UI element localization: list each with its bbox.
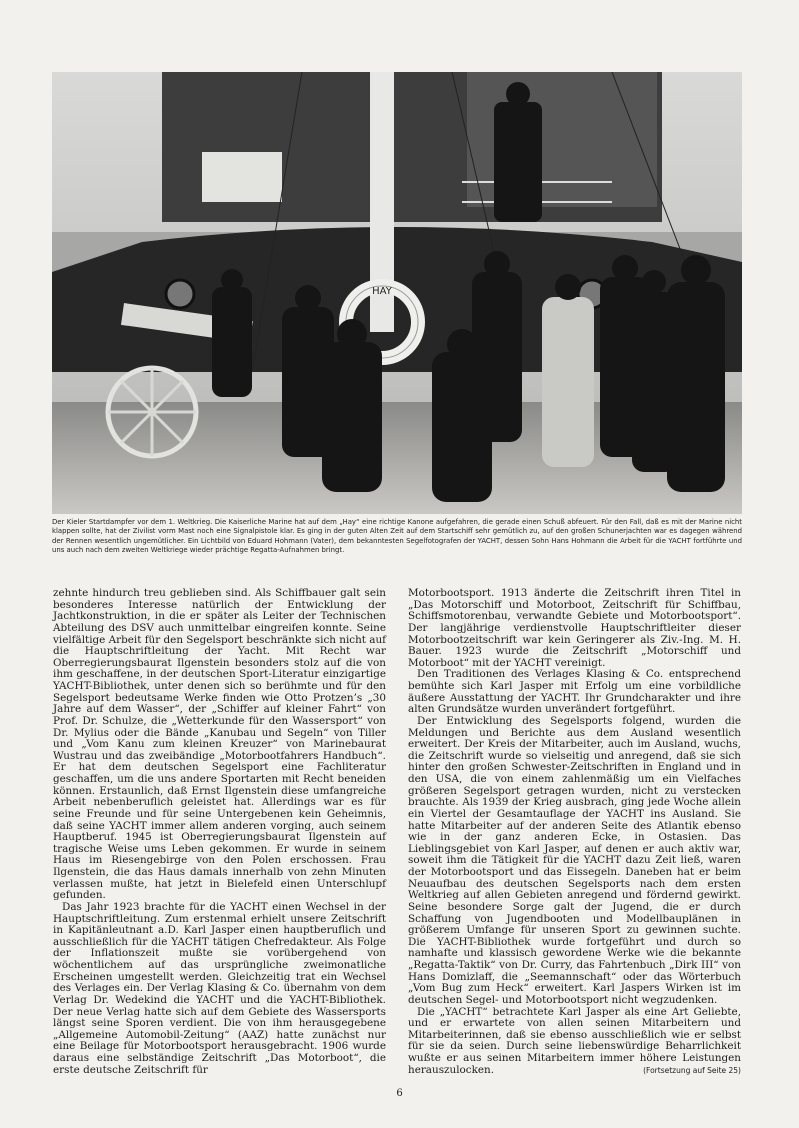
article-column-right [408, 588, 741, 1077]
article-paragraph: Die „YACHT“ betrachtete Karl Jasper als eine Art Geliebte, und er erwartete von allen seinen Mitarbeitern und Mitarbeiterinnen, daß sie ebenso ausschließlich wie er selbst für sie da seien. Durch seine liebenswürdige Beharrlichkeit wußte er aus seinen Mitarbeitern immer höhere Leistungen herauszulocken. [408, 1005, 741, 1076]
article-paragraph: zehnte hindurch treu geblieben sind. Als Schiffbauer galt sein besonderes Interesse natürlich der Entwicklung der Jachtkonstruktion, in die er später als Leiter der Technischen Abteilung des DSV auch unmittelbar eingreifen konnte. Seine vielfältige Arbeit für den Segelsport beschränkte sich nicht auf die Hauptschriftleitung der Yacht. Mit Recht war Oberregierungsbaurat Ilgenstein besonders stolz auf die von ihm geschaffene, in der deutschen Sport-Literatur einzigartige YACHT-Bibliothek, unter denen sich so berühmte und für den Segelsport bedeutsame Werke finden wie Otto Protzen’s „30 Jahre auf dem Wasser“, der „Schiffer auf kleiner Fahrt“ von Prof. Dr. Schulze, die „Wetterkunde für den Wassersport“ von Dr. Mylius oder die Bände „Kanubau und Segeln“ von Tiller und „Vom Kanu zum kleinen Kreuzer“ von Marinebaurat Wustrau und das zweibändige „Motorbootfahrers Handbuch“. Er hat dem deutschen Segelsport eine Fachliteratur geschaffen, um die uns andere Sportarten mit Recht beneiden können. Erstaunlich, daß Ernst Ilgenstein diese umfangreiche Arbeit nebenberuflich geleistet hat. Allerdings war es für seine Freunde und für seine Untergebenen kein Geheimnis, daß seine YACHT immer allem anderen vorging, auch seinem Hauptberuf. 1945 ist Oberregierungsbaurat Ilgenstein auf tragische Weise ums Leben gekommen. Er wurde in seinem Haus im Riesengebirge von den Polen erschossen. Frau Ilgenstein, die das Haus damals innerhalb von zehn Minuten verlassen mußte, hat jetzt in Bielefeld einen Unterschlupf gefunden. [53, 587, 387, 902]
photo-illustration [52, 72, 742, 514]
article-paragraph: Das Jahr 1923 brachte für die YACHT einen Wechsel in der Hauptschriftleitung. Zum erstenmal erhielt unsere Zeitschrift in Kapitänleutnant a.D. Karl Jasper einen hauptberuflich und ausschließlich für die YACHT tätigen Chefredakteur. Als Folge der Inflationszeit mußte sie vorübergehend von wöchentlichem auf das ursprüngliche zweimonatliche Erscheinen umgestellt werden. Gleichzeitig trat ein Wechsel des Verlages ein. Der Verlag Klasing & Co. übernahm von dem Verlag Dr. Wedekind die YACHT und die YACHT-Bibliothek. Der neue Verlag hatte sich auf dem Gebiete des Wassersports längst seine Sporen verdient. Die von ihm herausgegebene „Allgemeine Automobil-Zeitung“ (AAZ) hatte zunächst nur eine Beilage für Motorbootsport herausgebracht. 1906 wurde daraus eine selbständige Zeitschrift „Das Motorboot“, die erste deutsche Zeitschrift für [53, 900, 386, 1076]
continuation-note: (Fortsetzung auf Seite 25) [643, 1066, 741, 1076]
article-column-left [53, 588, 386, 1076]
article-paragraph: Den Traditionen des Verlages Klasing & Co. entsprechend bemühte sich Karl Jasper mit Erfolg um eine vorbildliche äußere Ausstattung der YACHT. Ihr Grundcharakter und ihre alten Grundsätze wurden unverändert fortgeführt. [408, 668, 741, 716]
article-paragraph: Der Entwicklung des Segelsports folgend, wurden die Meldungen und Berichte aus dem Ausland wesentlich erweitert. Der Kreis der Mitarbeiter, auch im Ausland, wuchs, die Zeitschrift wurde so vielseitig und anregend, daß sie sich hinter den großen Schwester-Zeitschriften in England und in den USA, die von einem zahlenmäßig um ein Vielfaches größeren Segelsport getragen wurden, nicht zu verstecken brauchte. Als 1939 der Krieg ausbrach, ging jede Woche allein ein Viertel der Gesamtauflage der YACHT ins Ausland. Sie hatte Mitarbeiter auf der anderen Seite des Atlantik ebenso wie in der ganz anderen Ecke, in Ostasien. Das Lieblingsgebiet von Karl Jasper, auf denen er auch aktiv war, soweit ihm die Tätigkeit für die YACHT dazu Zeit ließ, waren der Motorbootsport und das Eissegeln. Daneben hat er beim Neuaufbau des deutschen Segelsports nach dem ersten Weltkrieg auf allen Gebieten anregend und fördernd gewirkt. Seine besondere Sorge galt der Jugend, die er durch Schaffung von Jugendbooten und Modellbauplänen in größerem Umfange für unseren Sport zu gewinnen suchte. Die YACHT-Bibliothek wurde fortgeführt und durch so namhafte und klassisch gewordene Werke wie die bekannte „Regatta-Taktik“ von Dr. Curry, das Fahrtenbuch „Dirk III“ von Hans Domizlaff, die „Seemannschaft“ oder das Wörterbuch „Vom Bug zum Heck“ erweitert. Karl Jaspers Wirken ist im deutschen Segel- und Motorbootsport nicht wegzudenken. [408, 714, 741, 1006]
page-number: 6 [396, 1088, 403, 1099]
historic-photo-start-steamer [52, 72, 742, 514]
article-paragraph: Motorbootsport. 1913 änderte die Zeitschrift ihren Titel in „Das Motorschiff und Motorboot, Zeitschrift für Schiffbau, Schiffsmotorenbau, verwandte Gebiete und Motorbootsport“. Der langjährige verdienstvolle Hauptschriftleiter dieser Motorbootzeitschrift war kein Geringerer als Ziv.-Ing. M. H. Bauer. 1923 wurde die Zeitschrift „Motorschiff und Motorboot“ mit der YACHT vereinigt. [408, 587, 741, 669]
lifebuoy-label: HAY [372, 286, 392, 297]
photo-caption: Der Kieler Startdampfer vor dem 1. Weltkrieg. Die Kaiserliche Marine hat auf dem „Hay“ eine richtige Kanone aufgefahren, die gerade einen Schuß abfeuert. Für den Fall, daß es mit der Marine nicht klappen sollte, hat der Zivilist vorm Mast noch eine Signalpistole klar. Es ging in der guten Alten Zeit auf dem Startschiff sehr gemütlich zu, auf den großen Schunerjachten war es dagegen während der Rennen wesentlich ungemütlicher. Ein Lichtbild von Eduard Hohmann (Vater), dem bekanntesten Segelfotografen der YACHT, dessen Sohn Hans Hohmann die Arbeit für die YACHT fortführte und uns auch nach dem zweiten Weltkriege wieder prächtige Regatta-Aufnahmen bringt. [52, 518, 742, 554]
